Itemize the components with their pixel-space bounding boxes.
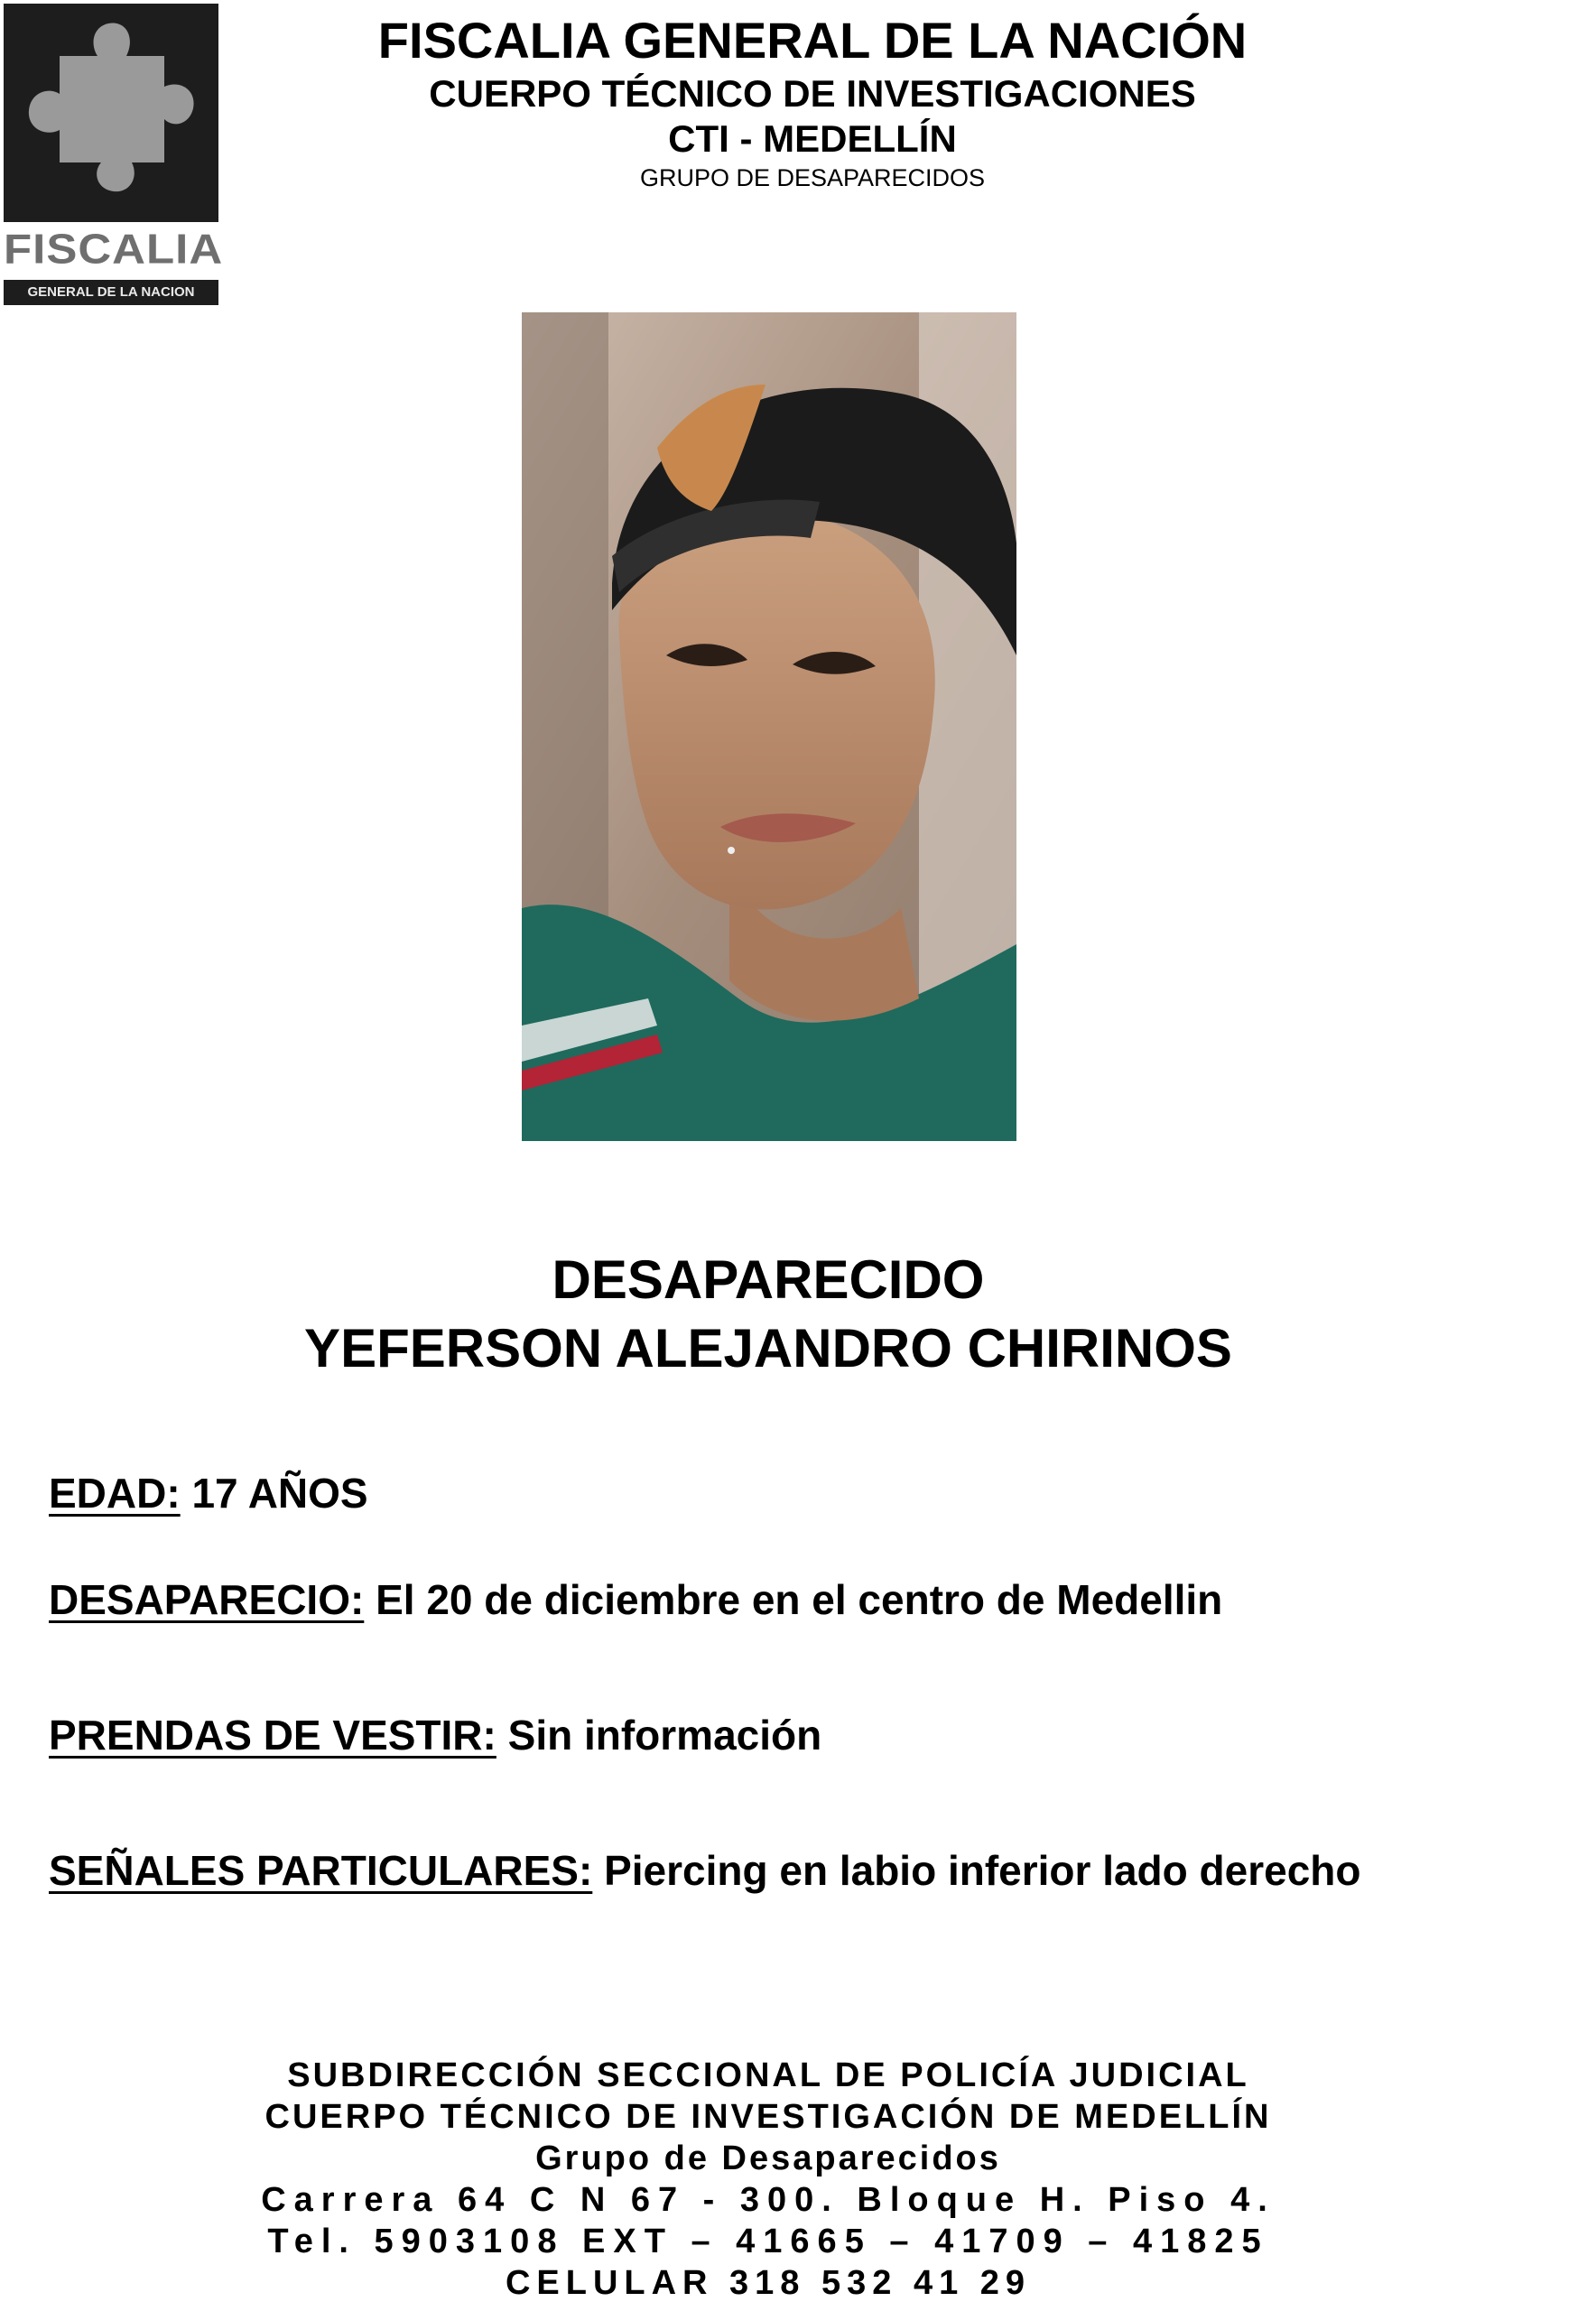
organization-group: GRUPO DE DESAPARECIDOS	[639, 164, 986, 191]
organization-city: CTI - MEDELLÍN	[668, 117, 957, 160]
footer-group: Grupo de Desaparecidos	[535, 2139, 1001, 2177]
footer-phone: Tel. 5903108 EXT – 41665 – 41709 – 41825	[267, 2223, 1269, 2260]
detail-distinguishing-marks	[49, 1843, 1360, 1898]
marks-label: SEÑALES PARTICULARES:	[49, 1847, 593, 1894]
missing-person-name: YEFERSON ALEJANDRO CHIRINOS	[304, 1318, 1232, 1378]
detail-missing-date	[49, 1573, 1222, 1627]
clothing-label: PRENDAS DE VESTIR:	[49, 1712, 496, 1759]
logo-strip: GENERAL DE LA NACION	[4, 280, 218, 305]
missing-status-title: DESAPARECIDO	[552, 1249, 985, 1310]
footer-mobile: CELULAR 318 532 41 29	[505, 2264, 1032, 2302]
detail-clothing	[49, 1708, 821, 1762]
portrait-photo	[522, 312, 1016, 1141]
clothing-value: Sin información	[496, 1712, 822, 1759]
organization-title: FISCALIA GENERAL DE LA NACIÓN	[377, 12, 1248, 69]
footer-department: SUBDIRECCIÓN SECCIONAL DE POLICÍA JUDICIAL	[287, 2056, 1249, 2094]
age-value: 17 AÑOS	[180, 1470, 368, 1517]
logo-wordmark: FISCALIA	[4, 226, 224, 273]
portrait-illustration	[522, 312, 1016, 1141]
marks-value: Piercing en labio inferior lado derecho	[592, 1847, 1361, 1894]
footer-unit: CUERPO TÉCNICO DE INVESTIGACIÓN DE MEDELLÍN	[264, 2098, 1272, 2136]
age-label: EDAD:	[49, 1470, 181, 1517]
detail-age	[49, 1466, 368, 1520]
missing-label: DESAPARECIO:	[49, 1576, 365, 1623]
footer-address: Carrera 64 C N 67 - 300. Bloque H. Piso 4.	[261, 2181, 1276, 2219]
missing-value: El 20 de diciembre en el centro de Medellin	[364, 1576, 1223, 1623]
organization-subtitle: CUERPO TÉCNICO DE INVESTIGACIONES	[429, 72, 1196, 115]
